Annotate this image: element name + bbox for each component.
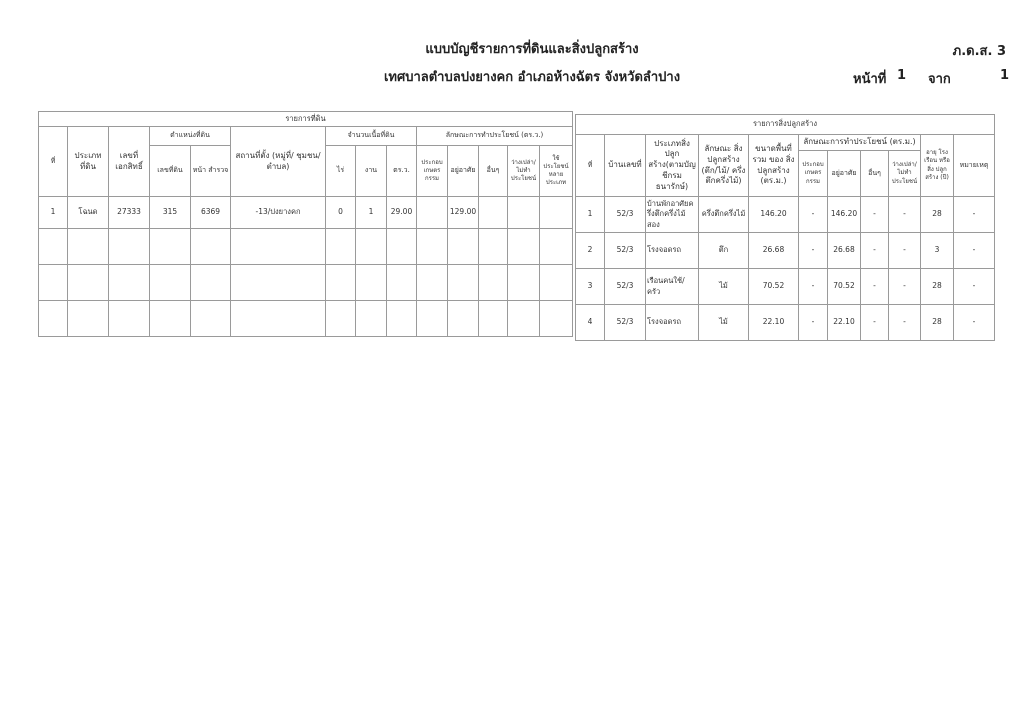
land-col-survey-page: หน้า สำรวจ [191, 146, 231, 197]
building-cell-agri: - [799, 269, 828, 305]
building-cell-vacant: - [889, 233, 921, 269]
building-cell-type: โรงจอดรถ [646, 233, 699, 269]
land-cell-sqwa: 29.00 [387, 197, 417, 229]
page-number: 1 [897, 68, 907, 83]
building-section-title: รายการสิ่งปลูกสร้าง [576, 115, 995, 135]
building-col-character: ลักษณะ สิ่งปลูกสร้าง (ตึก/ไม้/ ครึ่งตึกครึ่งไม้) [699, 135, 749, 197]
building-cell-other: - [861, 305, 889, 341]
building-cell-house-no: 52/3 [605, 233, 646, 269]
building-col-total-area: ขนาดพื้นที่รวม ของ สิ่งปลูกสร้าง (ตร.ม.) [749, 135, 799, 197]
land-cell-survey-page: 6369 [191, 197, 231, 229]
table-row [576, 269, 995, 305]
building-cell-total-area: 70.52 [749, 269, 799, 305]
building-col-other: อื่นๆ [861, 151, 889, 197]
land-cell-land-no: 315 [150, 197, 191, 229]
building-cell-agri: - [799, 197, 828, 233]
table-row [39, 197, 573, 229]
land-col-location-group: ตำแหน่งที่ดิน [150, 127, 231, 146]
document-title: แบบบัญชีรายการที่ดินและสิ่งปลูกสร้าง [425, 42, 639, 57]
building-col-no: ที่ [576, 135, 605, 197]
building-cell-age: 28 [921, 269, 954, 305]
land-col-other: อื่นๆ [479, 146, 508, 197]
building-col-age: อายุ โรงเรือน หรือสิ่ง ปลูกสร้าง (ปี) [921, 135, 954, 197]
building-cell-agri: - [799, 233, 828, 269]
land-col-residential: อยู่อาศัย [448, 146, 479, 197]
building-cell-agri: - [799, 305, 828, 341]
building-cell-other: - [861, 197, 889, 233]
land-cell-ngan: 1 [356, 197, 387, 229]
building-cell-type: โรงจอดรถ [646, 305, 699, 341]
building-cell-residential: 22.10 [828, 305, 861, 341]
building-cell-total-area: 146.20 [749, 197, 799, 233]
document-subtitle: เทศบาลตำบลปงยางคก อำเภอห้างฉัตร จังหวัดลำปาง [383, 70, 681, 85]
building-table [575, 114, 995, 341]
building-cell-total-area: 22.10 [749, 305, 799, 341]
land-col-deed-no: เลขที่ เอกสิทธิ์ [109, 127, 150, 197]
land-cell-other [479, 197, 508, 229]
building-cell-character: ครึ่งตึกครึ่งไม้ [699, 197, 749, 233]
building-cell-house-no: 52/3 [605, 305, 646, 341]
building-cell-other: - [861, 233, 889, 269]
building-cell-residential: 146.20 [828, 197, 861, 233]
table-row [39, 265, 573, 301]
total-pages: 1 [1000, 68, 1010, 83]
building-cell-no: 1 [576, 197, 605, 233]
land-col-no: ที่ [39, 127, 68, 197]
land-cell-residential: 129.00 [448, 197, 479, 229]
land-col-land-no: เลขที่ดิน [150, 146, 191, 197]
land-cell-rai: 0 [326, 197, 356, 229]
building-cell-total-area: 26.68 [749, 233, 799, 269]
table-row [576, 305, 995, 341]
building-cell-type: บ้านพักอาศัยค รึ่งตึกครึ่งไม้สอง [646, 197, 699, 233]
building-cell-type: เรือนคนใช้/ครัว [646, 269, 699, 305]
building-cell-age: 3 [921, 233, 954, 269]
land-cell-deed-no: 27333 [109, 197, 150, 229]
building-cell-house-no: 52/3 [605, 269, 646, 305]
building-cell-house-no: 52/3 [605, 197, 646, 233]
building-cell-age: 28 [921, 197, 954, 233]
building-cell-vacant: - [889, 197, 921, 233]
land-cell-address: -13/ปงยางคก [231, 197, 326, 229]
land-col-area-group: จำนวนเนื้อที่ดิน [326, 127, 417, 146]
building-cell-vacant: - [889, 269, 921, 305]
land-col-use-group: ลักษณะการทำประโยชน์ (ตร.ว.) [417, 127, 573, 146]
land-col-ngan: งาน [356, 146, 387, 197]
land-cell-mixed [540, 197, 573, 229]
building-cell-character: ไม้ [699, 269, 749, 305]
building-cell-remark: - [954, 305, 995, 341]
building-col-type: ประเภทสิ่งปลูก สร้าง(ตามบัญ ชีกรมธนารักษ์) [646, 135, 699, 197]
table-row [39, 229, 573, 265]
land-table [38, 111, 573, 337]
building-cell-vacant: - [889, 305, 921, 341]
building-col-remark: หมายเหตุ [954, 135, 995, 197]
land-col-sqwa: ตร.ว. [387, 146, 417, 197]
building-col-use-group: ลักษณะการทำประโยชน์ (ตร.ม.) [799, 135, 921, 151]
building-cell-other: - [861, 269, 889, 305]
building-cell-age: 28 [921, 305, 954, 341]
land-col-vacant: ว่างเปล่า/ ไม่ทำ ประโยชน์ [508, 146, 540, 197]
land-col-rai: ไร่ [326, 146, 356, 197]
page-label: หน้าที่ [853, 72, 887, 87]
table-row [39, 301, 573, 337]
building-cell-residential: 70.52 [828, 269, 861, 305]
land-cell-vacant [508, 197, 540, 229]
building-col-agri: ประกอบ เกษตร กรรม [799, 151, 828, 197]
of-label: จาก [928, 72, 951, 87]
building-col-residential: อยู่อาศัย [828, 151, 861, 197]
building-cell-remark: - [954, 269, 995, 305]
form-code: ภ.ด.ส. 3 [952, 44, 1006, 59]
building-cell-remark: - [954, 197, 995, 233]
table-row [576, 197, 995, 233]
building-cell-no: 3 [576, 269, 605, 305]
table-row [576, 233, 995, 269]
land-cell-no: 1 [39, 197, 68, 229]
building-cell-character: ตึก [699, 233, 749, 269]
land-col-type: ประเภท ที่ดิน [68, 127, 109, 197]
building-cell-no: 2 [576, 233, 605, 269]
building-col-house-no: บ้านเลขที่ [605, 135, 646, 197]
land-section-title: รายการที่ดิน [39, 112, 573, 127]
building-col-vacant: ว่างเปล่า/ ไม่ทำ ประโยชน์ [889, 151, 921, 197]
building-cell-character: ไม้ [699, 305, 749, 341]
building-cell-no: 4 [576, 305, 605, 341]
land-col-mixed: ใช้ประโยชน์ หลาย ประเภท [540, 146, 573, 197]
building-cell-residential: 26.68 [828, 233, 861, 269]
land-cell-type: โฉนด [68, 197, 109, 229]
land-cell-agri [417, 197, 448, 229]
land-col-address: สถานที่ตั้ง (หมู่ที่/ ชุมชน/ ตำบล) [231, 127, 326, 197]
land-col-agri: ประกอบ เกษตร กรรม [417, 146, 448, 197]
building-cell-remark: - [954, 233, 995, 269]
